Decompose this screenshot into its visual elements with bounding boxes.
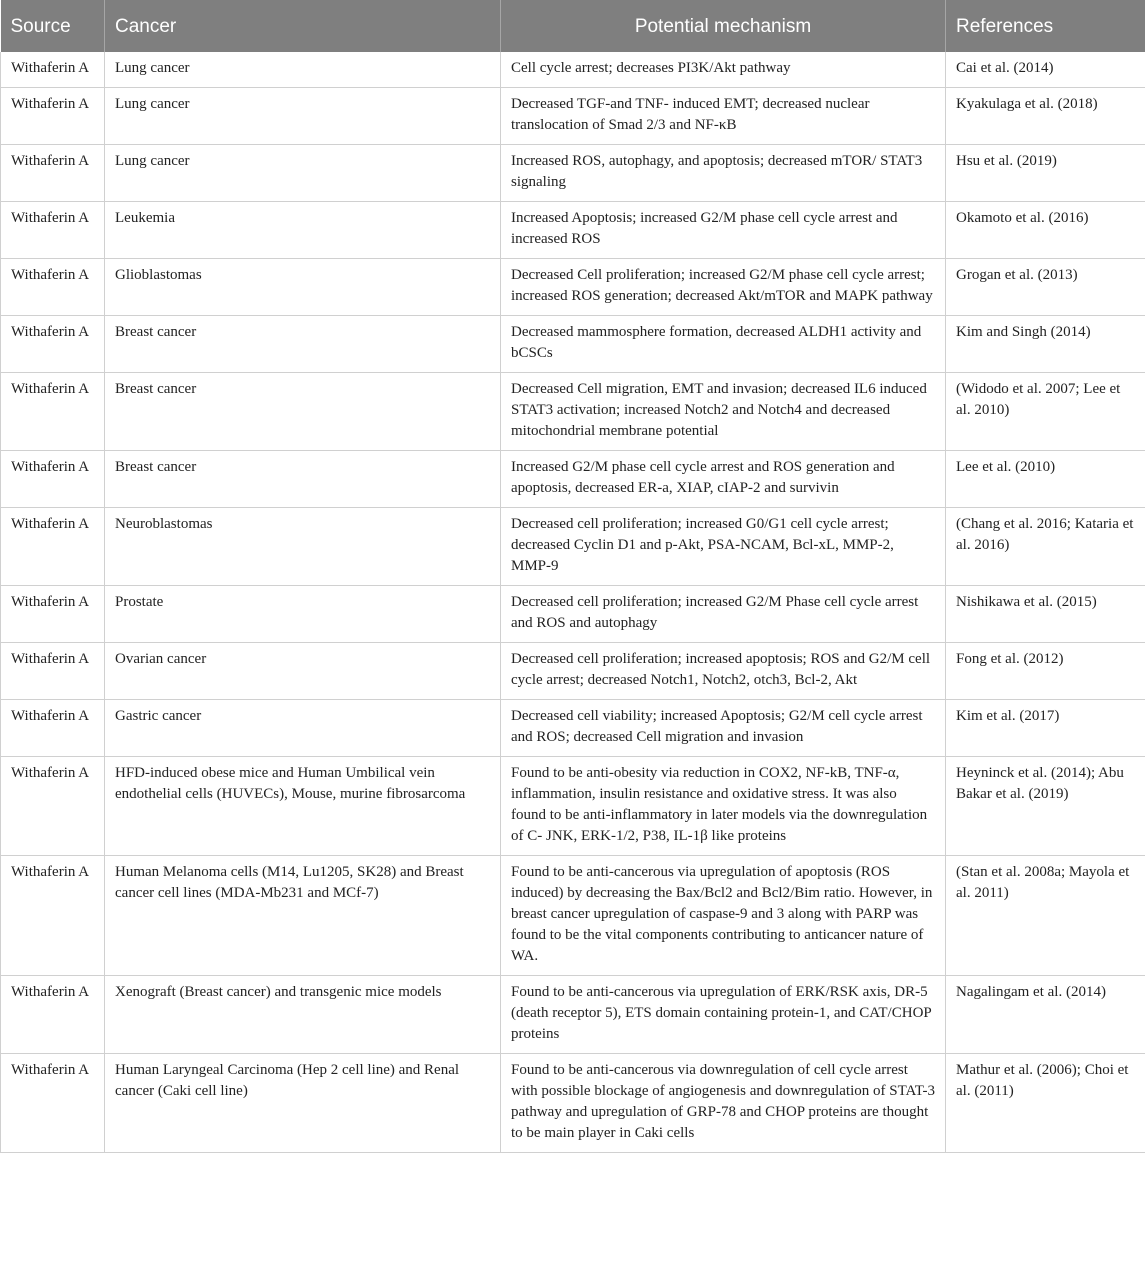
cell-source: Withaferin A: [1, 508, 105, 586]
cell-source: Withaferin A: [1, 976, 105, 1054]
cell-source: Withaferin A: [1, 316, 105, 373]
cell-source: Withaferin A: [1, 373, 105, 451]
cell-mechanism: Decreased TGF-and TNF- induced EMT; decreased nuclear translocation of Smad 2/3 and NF-κB: [501, 88, 946, 145]
cell-source: Withaferin A: [1, 202, 105, 259]
table-row: [1, 1054, 1145, 1153]
cell-source: Withaferin A: [1, 856, 105, 976]
cell-source: Withaferin A: [1, 52, 105, 88]
cell-cancer: Lung cancer: [105, 52, 501, 88]
table-row: [1, 976, 1145, 1054]
cell-cancer: Lung cancer: [105, 145, 501, 202]
cell-mechanism: Cell cycle arrest; decreases PI3K/Akt pathway: [501, 52, 946, 88]
cell-source: Withaferin A: [1, 88, 105, 145]
cell-cancer: Leukemia: [105, 202, 501, 259]
table-row: [1, 88, 1145, 145]
table-body: [1, 52, 1145, 1153]
cell-mechanism: Decreased cell proliferation; increased apoptosis; ROS and G2/M cell cycle arrest; decreased Notch1, Notch2, otch3, Bcl-2, Akt: [501, 643, 946, 700]
table-row: [1, 586, 1145, 643]
header-mechanism: Potential mechanism: [501, 0, 946, 52]
cell-mechanism: Increased G2/M phase cell cycle arrest and ROS generation and apoptosis, decreased ER-a, XIAP, cIAP-2 and survivin: [501, 451, 946, 508]
cell-mechanism: Decreased Cell migration, EMT and invasion; decreased IL6 induced STAT3 activation; increased Notch2 and Notch4 and decreased mitochondrial membrane potential: [501, 373, 946, 451]
cell-source: Withaferin A: [1, 700, 105, 757]
cell-mechanism: Decreased cell proliferation; increased G0/G1 cell cycle arrest; decreased Cyclin D1 and p-Akt, PSA-NCAM, Bcl-xL, MMP-2, MMP-9: [501, 508, 946, 586]
table-row: [1, 52, 1145, 88]
cell-references: Grogan et al. (2013): [946, 259, 1145, 316]
cell-references: (Widodo et al. 2007; Lee et al. 2010): [946, 373, 1145, 451]
cell-references: Okamoto et al. (2016): [946, 202, 1145, 259]
table-row: [1, 643, 1145, 700]
cell-source: Withaferin A: [1, 643, 105, 700]
header-references: References: [946, 0, 1145, 52]
cell-references: Heyninck et al. (2014); Abu Bakar et al. (2019): [946, 757, 1145, 856]
cell-cancer: Lung cancer: [105, 88, 501, 145]
cell-references: Nagalingam et al. (2014): [946, 976, 1145, 1054]
cell-source: Withaferin A: [1, 259, 105, 316]
table-row: [1, 508, 1145, 586]
cell-references: Lee et al. (2010): [946, 451, 1145, 508]
cell-source: Withaferin A: [1, 451, 105, 508]
cell-mechanism: Found to be anti-cancerous via upregulation of ERK/RSK axis, DR-5 (death receptor 5), ETS domain containing protein-1, and CAT/CHOP proteins: [501, 976, 946, 1054]
cell-references: Kyakulaga et al. (2018): [946, 88, 1145, 145]
cell-cancer: Breast cancer: [105, 451, 501, 508]
table-row: [1, 259, 1145, 316]
cell-references: Mathur et al. (2006); Choi et al. (2011): [946, 1054, 1145, 1153]
table-row: [1, 316, 1145, 373]
cell-cancer: HFD-induced obese mice and Human Umbilical vein endothelial cells (HUVECs), Mouse, murine fibrosarcoma: [105, 757, 501, 856]
cell-cancer: Neuroblastomas: [105, 508, 501, 586]
table-header: [1, 0, 1145, 52]
cell-cancer: Ovarian cancer: [105, 643, 501, 700]
cell-references: (Stan et al. 2008a; Mayola et al. 2011): [946, 856, 1145, 976]
cell-mechanism: Decreased Cell proliferation; increased G2/M phase cell cycle arrest; increased ROS generation; decreased Akt/mTOR and MAPK pathway: [501, 259, 946, 316]
table-row: [1, 373, 1145, 451]
cell-cancer: Breast cancer: [105, 316, 501, 373]
cell-cancer: Gastric cancer: [105, 700, 501, 757]
table-row: [1, 145, 1145, 202]
cell-cancer: Prostate: [105, 586, 501, 643]
cell-mechanism: Found to be anti-cancerous via upregulation of apoptosis (ROS induced) by decreasing the Bax/Bcl2 and Bcl2/Bim ratio. However, in breast cancer upregulation of caspase-9 and 3 along with PARP was found to be the vital components contributing to anticancer nature of WA.: [501, 856, 946, 976]
table-row: [1, 757, 1145, 856]
cell-source: Withaferin A: [1, 1054, 105, 1153]
cell-references: Nishikawa et al. (2015): [946, 586, 1145, 643]
cell-source: Withaferin A: [1, 757, 105, 856]
cell-references: Cai et al. (2014): [946, 52, 1145, 88]
table-row: [1, 451, 1145, 508]
cell-cancer: Human Laryngeal Carcinoma (Hep 2 cell line) and Renal cancer (Caki cell line): [105, 1054, 501, 1153]
table-row: [1, 202, 1145, 259]
cell-mechanism: Found to be anti-cancerous via downregulation of cell cycle arrest with possible blockage of angiogenesis and downregulation of STAT-3 pathway and upregulation of GRP-78 and CHOP proteins are thought to be main player in Caki cells: [501, 1054, 946, 1153]
cell-cancer: Xenograft (Breast cancer) and transgenic mice models: [105, 976, 501, 1054]
header-cancer: Cancer: [105, 0, 501, 52]
cell-cancer: Human Melanoma cells (M14, Lu1205, SK28) and Breast cancer cell lines (MDA-Mb231 and MCf-7): [105, 856, 501, 976]
cell-references: Kim and Singh (2014): [946, 316, 1145, 373]
cell-references: (Chang et al. 2016; Kataria et al. 2016): [946, 508, 1145, 586]
cell-cancer: Glioblastomas: [105, 259, 501, 316]
cell-mechanism: Increased Apoptosis; increased G2/M phase cell cycle arrest and increased ROS: [501, 202, 946, 259]
cell-mechanism: Decreased cell viability; increased Apoptosis; G2/M cell cycle arrest and ROS; decreased Cell migration and invasion: [501, 700, 946, 757]
cell-mechanism: Decreased mammosphere formation, decreased ALDH1 activity and bCSCs: [501, 316, 946, 373]
cell-references: Fong et al. (2012): [946, 643, 1145, 700]
cell-mechanism: Found to be anti-obesity via reduction in COX2, NF-kB, TNF-α, inflammation, insulin resistance and oxidative stress. It was also found to be anti-inflammatory in later models via the downregulation of C- JNK, ERK-1/2, P38, IL-1β like proteins: [501, 757, 946, 856]
table-row: [1, 856, 1145, 976]
table-row: [1, 700, 1145, 757]
cell-cancer: Breast cancer: [105, 373, 501, 451]
cell-mechanism: Decreased cell proliferation; increased G2/M Phase cell cycle arrest and ROS and autophagy: [501, 586, 946, 643]
cell-source: Withaferin A: [1, 586, 105, 643]
cell-references: Kim et al. (2017): [946, 700, 1145, 757]
header-source: Source: [1, 0, 105, 52]
cell-references: Hsu et al. (2019): [946, 145, 1145, 202]
cell-mechanism: Increased ROS, autophagy, and apoptosis; decreased mTOR/ STAT3 signaling: [501, 145, 946, 202]
cell-source: Withaferin A: [1, 145, 105, 202]
